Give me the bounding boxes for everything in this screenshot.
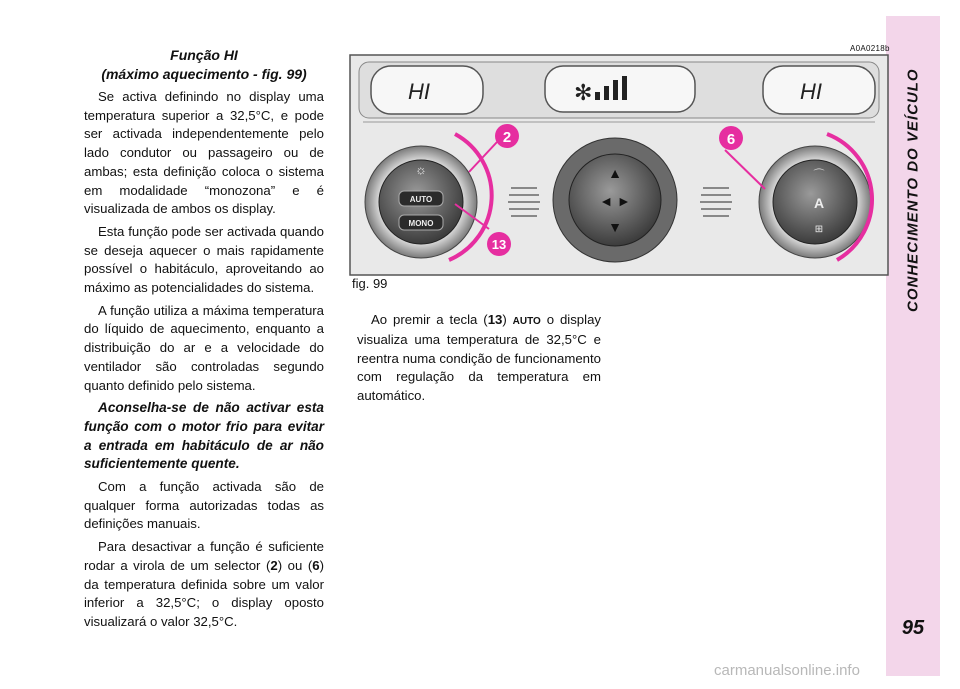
figure-code: A0A0218b — [850, 44, 890, 53]
defrost-icon: ☼ — [415, 162, 427, 177]
fan-bar-1 — [595, 92, 600, 100]
paragraph-3: A função utiliza a máxima temperatura do líquido de aquecimento, enquanto a distribuição do ar e a velocidade do ventilador são controladas segundo quanto definido pelo sistema. — [84, 302, 324, 393]
fan-bar-4 — [622, 76, 627, 100]
section-heading — [84, 46, 324, 84]
left-display-text: HI — [408, 79, 430, 104]
right-column: Ao premir a tecla (13) AUTO o display visualiza uma temperatura de 32,5°C e reentra numa condição de funcionamento com regulação da temperatura em automático. — [357, 312, 601, 403]
callout-13: 13 — [491, 237, 507, 252]
fan-display — [545, 66, 695, 112]
warning-paragraph: Aconselha-se de não activar esta função com o motor frio para evitar a entrada em habitáculo de ar não suficientemente quente. — [84, 400, 324, 472]
page-number: 95 — [901, 617, 925, 639]
mono-label: MONO — [408, 219, 434, 228]
climate-control-figure — [349, 54, 889, 276]
figure-caption: fig. 99 — [352, 276, 388, 291]
arrow-down-icon: ▼ — [608, 219, 622, 235]
fan-bar-2 — [604, 86, 609, 100]
heading-line-1: Função HI — [170, 47, 238, 63]
recirculation-label: A — [813, 195, 825, 211]
section-title: CONHECIMENTO DO VEÍCULO — [904, 68, 922, 312]
watermark: carmanualsonline.info — [714, 662, 860, 679]
callout-2: 2 — [502, 129, 512, 146]
fan-icon: ✻ — [574, 80, 593, 105]
heading-line-2: (máximo aquecimento - fig. 99) — [101, 66, 307, 82]
rear-defrost-icon: ⊞ — [814, 224, 824, 235]
paragraph-2: Esta função pode ser activada quando se deseja aquecer o mais rapidamente possível o habitáculo, aproveitando ao máximo as potencialidades do sistema. — [84, 223, 324, 296]
arrow-both-icon: ◄ ► — [599, 193, 631, 209]
paragraph-5: Com a função activada são de qualquer forma autorizadas todas as definições manuais. — [84, 479, 324, 532]
windshield-icon: ⌒ — [813, 169, 825, 181]
arrow-up-icon: ▲ — [608, 165, 622, 181]
callout-6: 6 — [726, 131, 736, 148]
right-display-text: HI — [800, 79, 822, 104]
paragraph-6: Para desactivar a função é suficiente rodar a virola de um selector (2) ou (6) da temperatura definida sobre um valor inferior a 32,5°C; o display oposto visualizará o valor 32,5°C. — [84, 539, 324, 629]
auto-label: AUTO — [409, 195, 433, 204]
left-column — [84, 46, 324, 636]
paragraph-1: Se activa definindo no display uma temperatura superior a 32,5°C, e pode ser activada independentemente pelo lado condutor ou passageiro ou de ambas; esta definição coloca o sistema em modalidade “monozona” e é visualizada de ambos os display. — [84, 89, 324, 217]
fan-bar-3 — [613, 80, 618, 100]
auto-key-label: AUTO — [512, 316, 541, 327]
